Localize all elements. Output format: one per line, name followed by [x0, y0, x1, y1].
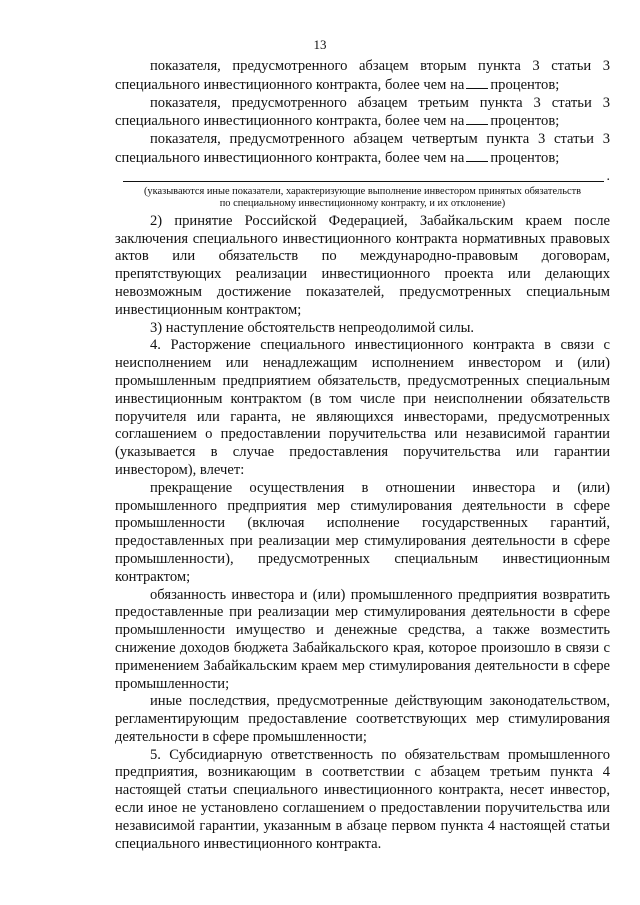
paragraph-obligation: обязанность инвестора и (или) промышленного предприятия возвратить предоставленные при реализации мер стимулирования деятельности в сфере промышленности имущество и денежные средства, а также возместить снижение доходов бюджета Забайкальского края, которое произошло в связи с применением Забайкальским краем мер стимулирования деятельности в сфере промышленности;: [115, 586, 610, 692]
indicator-suffix: процентов;: [490, 149, 560, 166]
page-number: 13: [313, 37, 327, 52]
paragraph-point-5: 5. Субсидиарную ответственность по обязательствам промышленного предприятия, возникающим в соответствии с абзацем третьим пункта 4 настоящей статьи специального инвестиционного контракта, несет инвестор, если иное не установлено соглашением о предоставлении поручительства или независимой гарантии, указанным в абзаце первом пункта 4 настоящей статьи специального инвестиционного контракта.: [115, 746, 610, 852]
fill-in-note: [115, 186, 610, 210]
paragraph-point-4: 4. Расторжение специального инвестиционного контракта в связи с неисполнением или ненадлежащим исполнением инвестором и (или) промышленным предприятием обязательств, предусмотренных специальным инвестиционным контрактом (в том числе при неисполнении обязательств поручителя или гаранта, не являющихся инвесторами, предусмотренных соглашением о предоставлении поручительства или независимой гарантии (указывается в случае предоставления поручительства или гарантии инвестором), влечет:: [115, 337, 610, 478]
note-line-1: (указываются иные показатели, характеризующие выполнение инвестором принятых обязательств: [143, 185, 582, 197]
paragraph-item-2: 2) принятие Российской Федерацией, Забайкальским краем после заключения специального инвестиционного контракта нормативных правовых актов или обязательств по международно-правовым договорам, препятствующих реализации инвестиционного проекта или делающих невозможным достижение показателей, предусмотренных специальным инвестиционным контрактом;: [115, 212, 610, 318]
indicator-text: показателя, предусмотренного абзацем вторым пункта 3 статьи 3 специального инвестиционного контракта, более чем на: [115, 58, 610, 93]
indicator-item-2: [115, 95, 610, 132]
indicator-suffix: процентов;: [490, 76, 560, 93]
indicator-text: показателя, предусмотренного абзацем третьим пункта 3 статьи 3 специального инвестиционного контракта, более чем на: [115, 94, 610, 130]
paragraph-termination: прекращение осуществления в отношении инвестора и (или) промышленного предприятия мер стимулирования деятельности в сфере промышленности (включая исполнение государственных гарантий, предоставленных при реализации мер стимулирования деятельности в сфере промышленности), предусмотренных специальным инвестиционным контрактом;: [115, 479, 610, 585]
blank-field[interactable]: [466, 149, 488, 162]
indicator-item-1: [115, 58, 610, 95]
document-body: [115, 58, 610, 853]
blank-field[interactable]: [466, 112, 488, 125]
indicator-item-3: [115, 131, 610, 168]
paragraph-other-consequences: иные последствия, предусмотренные действующим законодательством, регламентирующим предоставление соответствующих мер стимулирования деятельности в сфере промышленности;: [115, 693, 610, 745]
indicator-text: показателя, предусмотренного абзацем четвертым пункта 3 статьи 3 специального инвестиционного контракта, более чем на: [115, 131, 610, 166]
fill-in-rule: [123, 181, 604, 182]
blank-field[interactable]: [466, 76, 488, 89]
indicator-suffix: процентов;: [490, 113, 560, 130]
fill-in-line[interactable]: [115, 170, 610, 184]
paragraph-item-3: 3) наступление обстоятельств непреодолимой силы.: [150, 319, 475, 336]
note-line-2: по специальному инвестиционному контракту, и их отклонение): [219, 197, 506, 209]
fill-in-end: .: [606, 168, 610, 184]
